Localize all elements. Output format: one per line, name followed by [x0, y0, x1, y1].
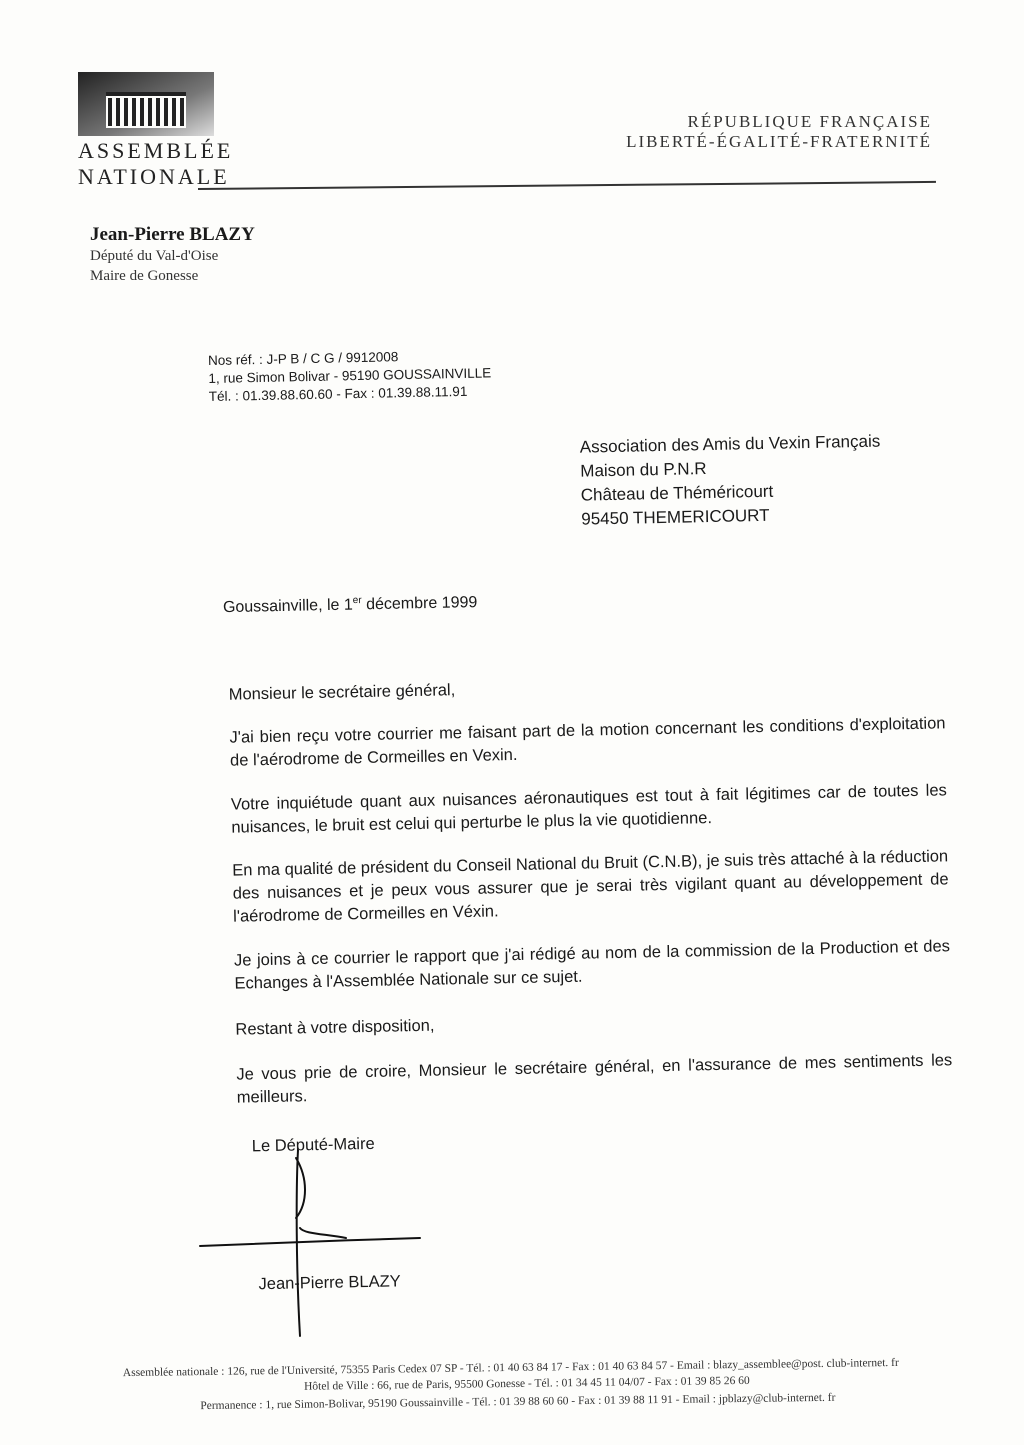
- recipient-line-3: Château de Théméricourt: [580, 481, 774, 505]
- paragraph-6: Je vous prie de croire, Monsieur le secrétaire général, en l'assurance de mes sentiments les meilleurs.: [236, 1051, 953, 1107]
- phone-line: Tél. : 01.39.88.60.60 - Fax : 01.39.88.11.91: [208, 383, 468, 405]
- signoff: Le Député-Maire: [251, 1134, 375, 1156]
- reference-line: Nos réf. : J-P B / C G / 9912008: [207, 349, 399, 369]
- deputy-title-2: Maire de Gonesse: [90, 268, 199, 284]
- paragraph-3: En ma qualité de président du Conseil National du Bruit (C.N.B), je suis très attaché à la réduction des nuisances et je peux vous assurer que je serai très vigilant quant au développement de l'aérodrome de Cormeilles en Véxin.: [232, 847, 949, 926]
- deputy-title-1: Député du Val-d'Oise: [90, 248, 219, 264]
- address-line: 1, rue Simon Bolivar - 95190 GOUSSAINVILLE: [208, 365, 492, 387]
- republic-line2: LIBERTÉ-ÉGALITÉ-FRATERNITÉ: [626, 132, 932, 151]
- republic-line1: RÉPUBLIQUE FRANÇAISE: [687, 112, 932, 131]
- org-name-line2: NATIONALE: [78, 164, 230, 189]
- footer-line-3: Permanence : 1, rue Simon-Bolivar, 95190 Goussainville - Tél. : 01 39 88 60 60 - Fax : 01 39 88 11 91 - Email : jpblazy@club-internet. fr: [200, 1391, 836, 1413]
- paragraph-5: Restant à votre disposition,: [235, 1016, 435, 1039]
- signer-name: Jean-Pierre BLAZY: [258, 1272, 401, 1294]
- org-name-line1: ASSEMBLÉE: [78, 138, 234, 163]
- recipient-line-2: Maison du P.N.R: [580, 459, 707, 481]
- recipient-line-1: Association des Amis du Vexin Français: [579, 431, 881, 457]
- footer-line-2: Hôtel de Ville : 66, rue de Paris, 95500 Gonesse - Tél. : 01 34 45 11 04/07 - Fax : 01 39 85 26 60: [303, 1374, 750, 1393]
- paragraph-4: Je joins à ce courrier le rapport que j'ai rédigé au nom de la commission de la Production et des Echanges à l'Assemblée Nationale sur ce sujet.: [233, 937, 951, 993]
- paragraph-2: Votre inquiétude quant aux nuisances aéronautiques est tout à fait légitimes car de toutes les nuisances, le bruit est celui qui perturbe le plus la vie quotidienne.: [230, 781, 947, 837]
- footer-line-1: Assemblée nationale : 126, rue de l'Université, 75355 Paris Cedex 07 SP - Tél. : 01 40 63 84 17 - Fax : 01 40 63 84 57 - Email : blazy_assemblee@post. club-internet. fr: [122, 1356, 899, 1380]
- date-suffix: décembre 1999: [361, 594, 478, 614]
- paragraph-1: J'ai bien reçu votre courrier me faisant part de la motion concernant les conditions d'exploitation de l'aérodrome de Cormeilles en Vexin.: [229, 714, 946, 770]
- date-prefix: Goussainville, le 1: [222, 596, 353, 617]
- date-sup: er: [352, 595, 362, 607]
- deputy-name: Jean-Pierre BLAZY: [90, 224, 255, 245]
- recipient-line-4: 95450 THEMERICOURT: [581, 505, 770, 529]
- salutation: Monsieur le secrétaire général,: [228, 681, 456, 704]
